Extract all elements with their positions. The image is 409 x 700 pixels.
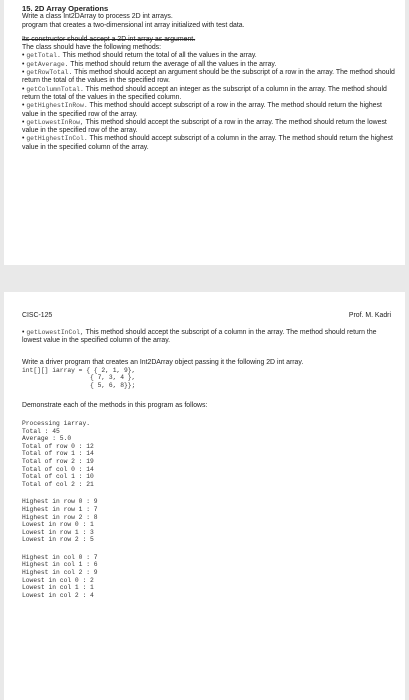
method-name: getLowestInRow, <box>26 118 84 126</box>
method-name: getHighestInRow. <box>26 102 88 110</box>
method-name: getLowestInCol, <box>26 329 84 336</box>
method-description: This method should return the total of all the values in the array. <box>60 52 257 60</box>
method-item: • getAverage. This method should return the average of all the values in the array. <box>22 60 277 68</box>
intro-line-2: program that creates a two-dimensional int array initialized with test data. <box>22 21 245 29</box>
method-description: This method should return the average of all the values in the array. <box>68 60 277 68</box>
course-code: CISC-125 <box>22 312 53 319</box>
method-name: getRowTotal. <box>26 69 73 77</box>
method-item: • getColumnTotal. This method should accept an integer as the subscript of a column in the array. The method should return the total of the values in the specified column. <box>22 85 387 101</box>
array-code: int[][] iarray = { { 2, 1, 9}, { 7, 3, 4 }, { 5, 6, 8}}; <box>22 366 136 390</box>
struck-constructor-text: Its constructor should accept a 2D int array as argument. <box>22 35 196 43</box>
method-description: This method should accept the subscript of a row in the array. The method should return the lowest value in the specified row of the array. <box>22 118 387 135</box>
document-page-1 <box>4 0 405 265</box>
method-description: This method should accept the subscript of a column in the array. The method should return the lowest value in the specified column of the array. <box>22 329 377 345</box>
output-cols: Highest in col 0 : 7 Highest in col 1 : 6 Highest in col 2 : 9 Lowest in col 0 : 2 Lowest in col 1 : 1 Lowest in col 2 : 4 <box>22 553 98 599</box>
method-item: • getHighestInRow. This method should accept subscript of a row in the array. The method should return the highest value in the specified row of the array. <box>22 102 382 118</box>
method-name: getTotal. <box>26 52 61 60</box>
section-heading: 15. 2D Array Operations <box>22 4 109 13</box>
method-item: • getTotal. This method should return the total of all the values in the array. <box>22 52 257 60</box>
method-description: This method should accept an argument should be the subscript of a row in the array. The method should return the total of the values in the specified row. <box>22 69 395 85</box>
method-description: This method should accept subscript of a row in the array. The method should return the highest value in the specified row of the array. <box>22 102 382 118</box>
method-name: getHighestInCol. <box>26 135 88 143</box>
method-description: This method should accept subscript of a column in the array. The method should return the highest value in the specified column of the array. <box>22 135 393 151</box>
method-name: getAverage. <box>26 60 69 68</box>
document-page-2 <box>4 292 405 700</box>
method-item: • getRowTotal. This method should accept an argument should be the subscript of a row in the array. The method should return the total of the values in the specified row. <box>22 69 395 85</box>
output-totals: Processing iarray. Total : 45 Average : 5.0 Total of row 0 : 12 Total of row 1 : 14 Total of row 2 : 19 Total of col 0 : 14 Total of col 1 : 10 Total of col 2 : 21 <box>22 419 94 488</box>
method-name: getColumnTotal. <box>26 85 84 93</box>
output-rows: Highest in row 0 : 9 Highest in row 1 : 7 Highest in row 2 : 8 Lowest in row 0 : 1 Lowest in row 1 : 3 Lowest in row 2 : 5 <box>22 498 98 544</box>
demonstrate-instruction: Demonstrate each of the methods in this program as follows: <box>22 401 208 409</box>
method-item: • getLowestInCol, This method should accept the subscript of a column in the array. The method should return the lowest value in the specified column of the array. <box>22 329 377 345</box>
method-item: • getHighestInCol. This method should accept subscript of a column in the array. The method should return the highest value in the specified column of the array. <box>22 135 393 151</box>
intro-line-1: Write a class Int2DArray to process 2D int arrays. <box>22 13 173 21</box>
methods-intro: The class should have the following methods: <box>22 44 162 52</box>
method-item: • getLowestInRow, This method should accept the subscript of a row in the array. The method should return the lowest value in the specified row of the array. <box>22 118 387 135</box>
driver-instruction: Write a driver program that creates an Int2DArray object passing it the following 2D int array. <box>22 358 304 366</box>
method-description: This method should accept an integer as the subscript of a column in the array. The method should return the total of the values in the specified column. <box>22 85 387 101</box>
instructor-name: Prof. M. Kadri <box>348 312 391 319</box>
page-header <box>4 292 405 319</box>
